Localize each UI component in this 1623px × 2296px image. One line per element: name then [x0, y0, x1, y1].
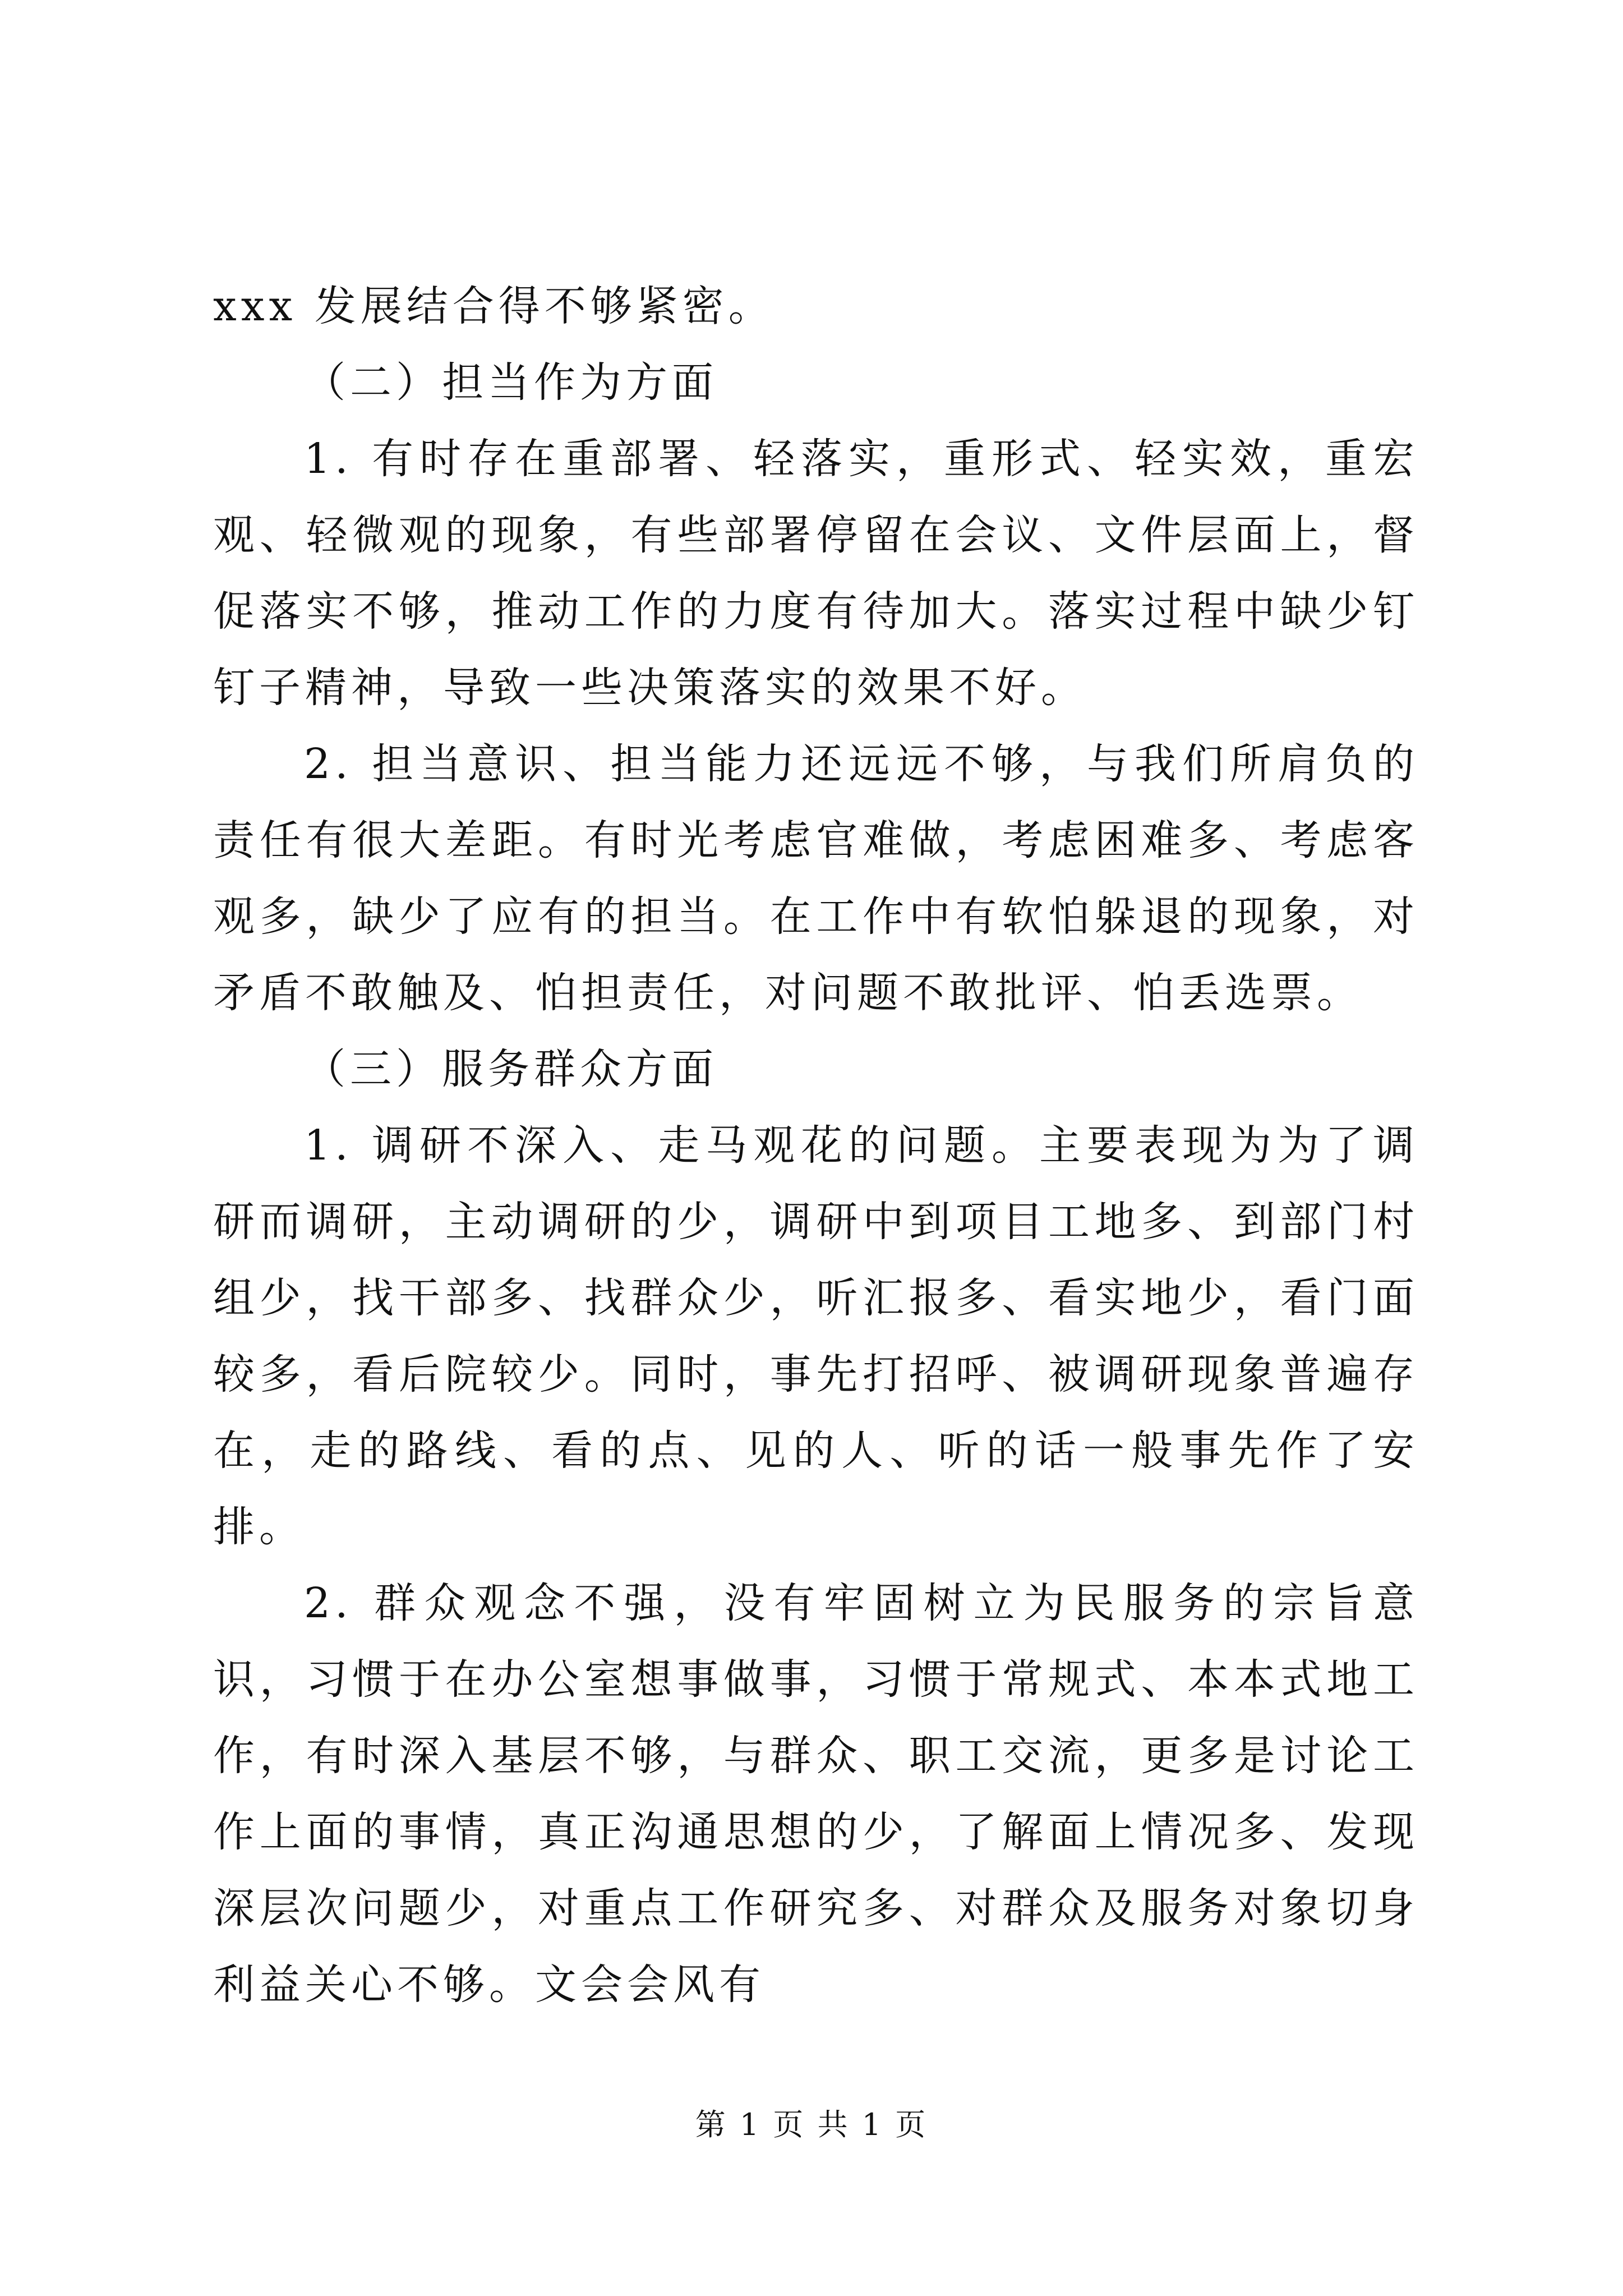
section-heading-responsibility: （二）担当作为方面 [304, 358, 718, 407]
section-heading-serving-masses: （三）服务群众方面 [304, 1045, 718, 1093]
paragraph-responsibility-1: 1. 有时存在重部署、轻落实，重形式、轻实效，重宏观、轻微观的现象，有些部署停留在会议、文件层面上，督促落实不够，推动工作的力度有待加大。落实过程中缺少钉钉子精神，导致一些决策落实的效果不好。 [213, 435, 1419, 712]
document-body [213, 268, 1419, 2023]
page-footer: 第 1 页 共 1 页 [695, 2107, 928, 2142]
paragraph-responsibility-2: 2. 担当意识、担当能力还远远不够，与我们所肩负的责任有很大差距。有时光考虑官难做，考虑困难多、考虑客观多，缺少了应有的担当。在工作中有软怕躲退的现象，对矛盾不敢触及、怕担责任，对问题不敢批评、怕丢选票。 [213, 740, 1419, 1017]
paragraph-serving-masses-1: 1. 调研不深入、走马观花的问题。主要表现为为了调研而调研，主动调研的少，调研中到项目工地多、到部门村组少，找干部多、找群众少，听汇报多、看实地少，看门面较多，看后院较少。同时，事先打招呼、被调研现象普遍存在，走的路线、看的点、见的人、听的话一般事先作了安排。 [213, 1121, 1419, 1551]
paragraph-serving-masses-2: 2. 群众观念不强，没有牢固树立为民服务的宗旨意识，习惯于在办公室想事做事，习惯于常规式、本本式地工作，有时深入基层不够，与群众、职工交流，更多是讨论工作上面的事情，真正沟通思想的少，了解面上情况多、发现深层次问题少，对重点工作研究多、对群众及服务对象切身利益关心不够。文会会风有 [213, 1579, 1419, 2009]
paragraph-continuation: xxx 发展结合得不够紧密。 [213, 282, 774, 330]
